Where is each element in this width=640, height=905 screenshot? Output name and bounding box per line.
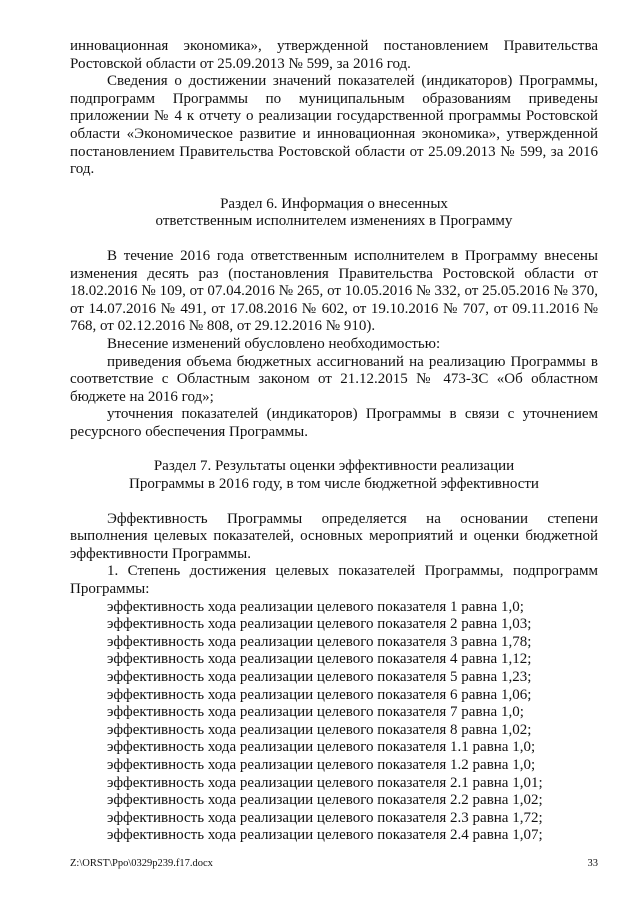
section-6-paragraph-reason: Внесение изменений обусловлено необходимостью: bbox=[107, 335, 441, 352]
section-7-paragraph-degree: 1. Степень достижения целевых показателей Программы, подпрограмм Программы: bbox=[70, 563, 598, 598]
section-6-body bbox=[70, 248, 598, 442]
list-item: эффективность хода реализации целевого показателя 1.2 равна 1,0; bbox=[107, 756, 536, 773]
list-item: эффективность хода реализации целевого показателя 4 равна 1,12; bbox=[107, 651, 532, 668]
section-6-heading bbox=[70, 196, 598, 231]
list-item: эффективность хода реализации целевого показателя 2.1 равна 1,01; bbox=[107, 774, 543, 791]
list-item: эффективность хода реализации целевого показателя 5 равна 1,23; bbox=[107, 669, 532, 685]
list-item: эффективность хода реализации целевого показателя 1 равна 1,0; bbox=[107, 598, 524, 615]
section-6-heading-line-1: Раздел 6. Информация о внесенных bbox=[220, 195, 448, 212]
section-6-paragraph-indicators: уточнения показателей (индикаторов) Программы в связи с уточнением ресурсного обеспечения Программы. bbox=[70, 406, 598, 440]
list-item: эффективность хода реализации целевого показателя 3 равна 1,78; bbox=[107, 633, 532, 650]
intro-paragraph-continuation: инновационная экономика», утвержденной постановлением Правительства Ростовской области от 25.09.2013 № 599, за 2016 год. bbox=[70, 38, 598, 72]
list-item: эффективность хода реализации целевого показателя 8 равна 1,02; bbox=[107, 721, 532, 738]
list-item: эффективность хода реализации целевого показателя 2.2 равна 1,02; bbox=[107, 792, 543, 809]
section-7-paragraph-efficiency: Эффективность Программы определяется на основании степени выполнения целевых показателей, основных мероприятий и оценки бюджетной эффективности Программы. bbox=[70, 510, 598, 562]
footer-page-number: 33 bbox=[587, 858, 598, 869]
section-7-heading-line-2: Программы в 2016 году, в том числе бюджетной эффективности bbox=[129, 476, 539, 493]
section-7-heading-line-1: Раздел 7. Результаты оценки эффективности реализации bbox=[153, 458, 515, 475]
list-item: эффективность хода реализации целевого показателя 2.3 равна 1,72; bbox=[107, 809, 543, 826]
list-item: эффективность хода реализации целевого показателя 6 равна 1,06; bbox=[107, 686, 532, 703]
section-6-paragraph-changes: В течение 2016 года ответственным исполнителем в Программу внесены изменения десять раз (постановления Правительства Ростовской области от 18.02.2016 № 109, от 07.04.2016 № 265, от 10.05.2016 № 332, от 25.05.2016 № 370, от 14.07.2016 № 491, от 17.08.2016 № 602, от 19.10.2016 № 707, от 09.11.2016 № 768, от 02.12.2016 № 808, от 29.12.2016 № 910). bbox=[70, 247, 598, 335]
list-item: эффективность хода реализации целевого показателя 2 равна 1,03; bbox=[107, 616, 532, 633]
section-7-heading bbox=[70, 458, 598, 493]
intro-paragraph-indicators: Сведения о достижении значений показателей (индикаторов) Программы, подпрограмм Программы по муниципальным образованиям приведены приложении № 4 к отчету о реализации государственной программы Ростовской области «Экономическое развитие и инновационная экономика», утвержденной постановлением Правительства Ростовской области от 25.09.2013 № 599, за 2016 год. bbox=[70, 73, 598, 178]
indicator-efficiency-list bbox=[70, 599, 598, 845]
section-7-body bbox=[70, 511, 598, 845]
footer-file-path: Z:\ORST\Ppo\0329p239.f17.docx bbox=[70, 858, 213, 869]
section-6-heading-line-2: ответственным исполнителем изменениях в Программу bbox=[155, 213, 513, 230]
list-item: эффективность хода реализации целевого показателя 2.4 равна 1,07; bbox=[107, 827, 543, 844]
document-page bbox=[70, 38, 598, 845]
list-item: эффективность хода реализации целевого показателя 1.1 равна 1,0; bbox=[107, 739, 536, 756]
section-6-paragraph-budget: приведения объема бюджетных ассигнований на реализацию Программы в соответствие с Областным законом от 21.12.2015 № 473-ЗС «Об областном бюджете на 2016 год»; bbox=[70, 353, 598, 405]
list-item: эффективность хода реализации целевого показателя 7 равна 1,0; bbox=[107, 704, 524, 721]
